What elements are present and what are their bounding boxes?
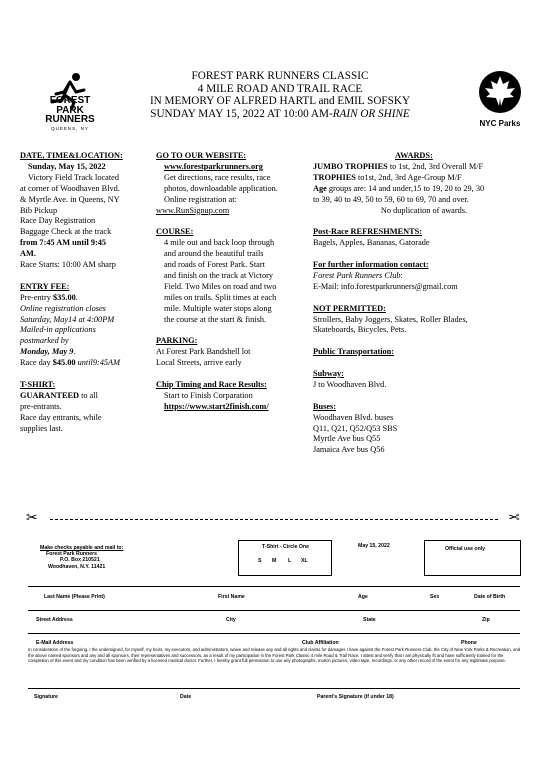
logo-line1: FOREST <box>49 95 91 106</box>
address-1: Forest Park Runners <box>46 551 98 558</box>
web-text-1: Get directions, race results, race <box>164 172 271 182</box>
title-line-1: FOREST PARK RUNNERS CLASSIC <box>191 70 369 82</box>
logo-line2: PARK <box>56 104 84 116</box>
mailed-2: postmarked by <box>20 336 69 346</box>
age-rest: groups are: 14 and under,15 to 19, 20 to 29, 30 <box>326 183 485 193</box>
age-line-2: to 39, 40 to 49, 50 to 59, 60 to 69, 70 and over. <box>313 194 469 204</box>
buses-heading: Buses: <box>313 401 337 411</box>
not-permitted-1: Strollers, Baby Joggers, Skates, Roller Blades, <box>313 314 468 324</box>
runsignup-link[interactable]: www.RunSignup.com <box>156 205 230 215</box>
awards-heading: AWARDS: <box>395 151 433 160</box>
not-permitted-2: Skateboards, Bicycles, Pets. <box>313 325 407 335</box>
buses-4: Jamaica Ave bus Q56 <box>313 445 385 455</box>
refreshments-text: Bagels, Apples, Bananas, Gatorade <box>313 238 430 248</box>
maple-leaf-icon <box>470 70 530 114</box>
course-text-1: 4 mile out and back loop through <box>164 238 275 248</box>
chip-url[interactable]: https://www.start2finish.com/ <box>164 401 269 411</box>
course-text-7: mile. Multiple water stops along <box>164 303 272 313</box>
size-l[interactable]: L <box>288 558 292 564</box>
raceday-entrants-2: supplies last. <box>20 423 63 433</box>
monday-line <box>20 347 145 358</box>
column-awards <box>313 151 535 456</box>
no-duplication: No duplication of awards. <box>380 205 468 215</box>
race-date: Sunday, May 15, 2022 <box>28 161 106 171</box>
state-field[interactable]: State <box>363 617 376 623</box>
parking-text-2: Local Streets, arrive early <box>156 358 242 368</box>
size-xl[interactable]: XL <box>301 558 308 564</box>
contact-club-end: : <box>400 270 403 280</box>
street-field[interactable]: Street Address <box>36 617 73 623</box>
cut-line <box>50 519 498 520</box>
size-s[interactable]: S <box>258 558 262 564</box>
tshirt-heading: T-SHIRT: <box>20 380 56 389</box>
city-field[interactable]: City <box>226 617 236 623</box>
contact-heading: For further information contact: <box>313 260 429 270</box>
tshirt-label: T-Shirt - Circle One <box>262 544 309 550</box>
logo-line3: RUNNERS <box>45 114 95 125</box>
parent-signature-field[interactable]: Parent's Signature (if under 18) <box>317 694 394 700</box>
monday-end: . <box>73 347 76 357</box>
date-line: SUNDAY MAY 15, 2022 AT 10:00 AM- <box>150 107 333 120</box>
scissors-icon-right: ✂ <box>508 511 520 526</box>
buses-2: Q11, Q21, Q52/Q53 SBS <box>313 423 398 433</box>
trophies: TROPHIES <box>313 172 356 182</box>
baggage-check: Baggage Check at the track <box>20 227 112 237</box>
course-text-6: miles on trails. Split times at each <box>164 292 277 302</box>
form-date: May 15, 2022 <box>358 543 390 549</box>
course-text-2: and around the beautiful trails <box>164 249 264 259</box>
trophies-line <box>313 173 535 184</box>
online-close-2: Saturday, May14 at 4:00PM <box>20 314 115 324</box>
size-m[interactable]: M <box>272 558 277 564</box>
column-date-entry <box>20 151 145 435</box>
signature-field[interactable]: Signature <box>34 694 58 700</box>
course-heading: COURSE: <box>156 227 194 237</box>
jumbo-line <box>313 162 535 173</box>
club-field[interactable]: Club Affiliation <box>302 640 339 646</box>
age-line <box>313 184 535 195</box>
transport-heading: Public Transportation: <box>313 347 395 357</box>
guaranteed-rest: to all <box>79 390 98 400</box>
dob-field[interactable]: Date of Birth <box>474 594 506 600</box>
age: Age <box>313 183 327 193</box>
monday-date: Monday, May 9 <box>20 347 74 357</box>
title-line-2: 4 MILE ROAD AND TRAIL RACE <box>197 82 363 95</box>
buses-1: Woodhaven Blvd. buses <box>313 412 394 422</box>
chip-text: Start to Finish Corparation <box>164 390 253 400</box>
jumbo: JUMBO TROPHIES <box>313 161 388 171</box>
mail-to-block <box>40 545 123 570</box>
pre-entry-end: . <box>75 292 78 302</box>
contact-email[interactable]: E-Mail: info.forestparkrunners@gmail.com <box>313 281 458 291</box>
online-close-1: Online registration closes <box>20 303 106 313</box>
race-starts: Race Starts: 10:00 AM sharp <box>20 260 116 270</box>
checks-heading: Make checks payable and mail to: <box>40 545 124 551</box>
raceday-entrants-1: Race day entrants, while <box>20 412 102 422</box>
pre-entry-label: Pre-entry <box>20 292 53 302</box>
contact-club: Forest Park Runners Club <box>313 270 401 280</box>
course-text-8: the course at the start & finish. <box>164 314 267 324</box>
raceday-until: until9:45AM <box>75 358 121 368</box>
contact-club-line <box>313 271 535 282</box>
signature-date-field[interactable]: Date <box>180 694 192 700</box>
raceday-fee-amount: $45.00 <box>52 358 76 368</box>
address-3: Woodhaven, N.Y. 11421 <box>48 563 106 570</box>
raceday-fee-label: Race day <box>20 358 53 368</box>
column-website-course <box>156 151 306 413</box>
website-heading: GO TO OUR WEBSITE: <box>156 151 247 160</box>
title-line-3: IN MEMORY OF ALFRED HARTL and EMIL SOFSKY <box>149 95 411 108</box>
age-field[interactable]: Age <box>358 594 368 600</box>
entry-fee-heading: ENTRY FEE: <box>20 281 70 291</box>
nyc-parks-label: NYC Parks <box>479 119 521 128</box>
logo-line4: QUEENS, NY <box>51 125 89 131</box>
race-title <box>120 70 440 120</box>
last-name-field[interactable]: Last Name (Please Print) <box>44 594 105 600</box>
scissors-icon: ✂ <box>26 511 38 526</box>
trophies-rest: to1st, 2nd, 3rd Age-Group M/F <box>355 172 462 182</box>
waiver-text: In consideration of the forgoing, I the undersigned, for myself, my heirs, my executors, and administrators, waive and release any and all rights and claims for damages I have against the Forest Park Runners Club, the City of New York Parks & Recreation, and the above named sponsors and any and all sponsors, their representatives and successors, as a result of my participation in the Forest Park Classic 4 mile Road & Trail Race. I attest and verify that I am physically fit and have sufficiently trained for the completion of this event and my condition has been verified by a licensed medical doctor. Further, I hereby grant full permission to use any photographs, motion pictures, video tape, recordings, or any other record of the event for any legitimate purpose. <box>28 647 521 664</box>
official-use-label: Official use only <box>445 546 486 552</box>
title-date-line <box>120 108 440 121</box>
location-line-2: at corner of Woodhaven Blvd. <box>20 183 120 193</box>
web-text-3: Online registration at: <box>164 194 237 204</box>
buses-3: Myrtle Ave bus Q55 <box>313 434 381 444</box>
jumbo-rest: to 1st, 2nd, 3rd Overall M/F <box>387 161 484 171</box>
guaranteed-line <box>20 391 145 402</box>
website-link[interactable]: www.forestparkrunners.org <box>164 161 263 171</box>
race-day-registration: Race Day Registration <box>20 216 96 226</box>
bib-pickup: Bib Pickup <box>20 205 58 215</box>
rain-or-shine: RAIN OR SHINE <box>332 107 410 120</box>
course-text-3: and roads of Forest Park. Start <box>164 260 265 270</box>
web-text-2: photos, downloadable application. <box>164 183 278 193</box>
parking-heading: PARKING: <box>156 336 198 346</box>
mailed-1: Mailed-in applications <box>20 325 96 335</box>
location-line-1: Victory Field Track located <box>28 172 119 182</box>
pre-entry-amount: $35.00 <box>52 292 76 302</box>
pre-entrants: pre-entrants. <box>20 401 62 411</box>
zip-field[interactable]: Zip <box>482 617 490 623</box>
phone-field[interactable]: Phone <box>461 640 477 646</box>
address-2: P.O. Box 210521 <box>60 557 100 564</box>
guaranteed: GUARANTEED <box>20 390 80 400</box>
subway-heading: Subway: <box>313 369 344 379</box>
first-name-field[interactable]: First Name <box>218 594 245 600</box>
not-permitted-heading: NOT PERMITTED: <box>313 303 386 313</box>
from-time-2: AM. <box>20 249 36 259</box>
subway-text: J to Woodhaven Blvd. <box>313 379 387 389</box>
nyc-parks-logo <box>470 70 530 126</box>
pre-entry-line <box>20 293 145 304</box>
course-text-4: and finish on the track at Victory <box>164 270 274 280</box>
course-text-5: Field. Two Miles on road and two <box>164 281 277 291</box>
raceday-fee-line <box>20 358 145 369</box>
email-field[interactable]: E-Mail Address <box>36 640 74 646</box>
from-time-1: from 7:45 AM until 9:45 <box>20 238 107 248</box>
parking-text-1: At Forest Park Bandshell lot <box>156 347 251 357</box>
chip-heading: Chip Timing and Race Results: <box>156 379 267 389</box>
date-heading: DATE, TIME&LOCATION: <box>20 151 123 160</box>
location-line-3: & Myrtle Ave. in Queens, NY <box>20 194 120 204</box>
sex-field[interactable]: Sex <box>430 594 440 600</box>
forest-park-runners-logo <box>30 72 110 134</box>
refreshments-heading: Post-Race REFRESHMENTS: <box>313 227 423 237</box>
